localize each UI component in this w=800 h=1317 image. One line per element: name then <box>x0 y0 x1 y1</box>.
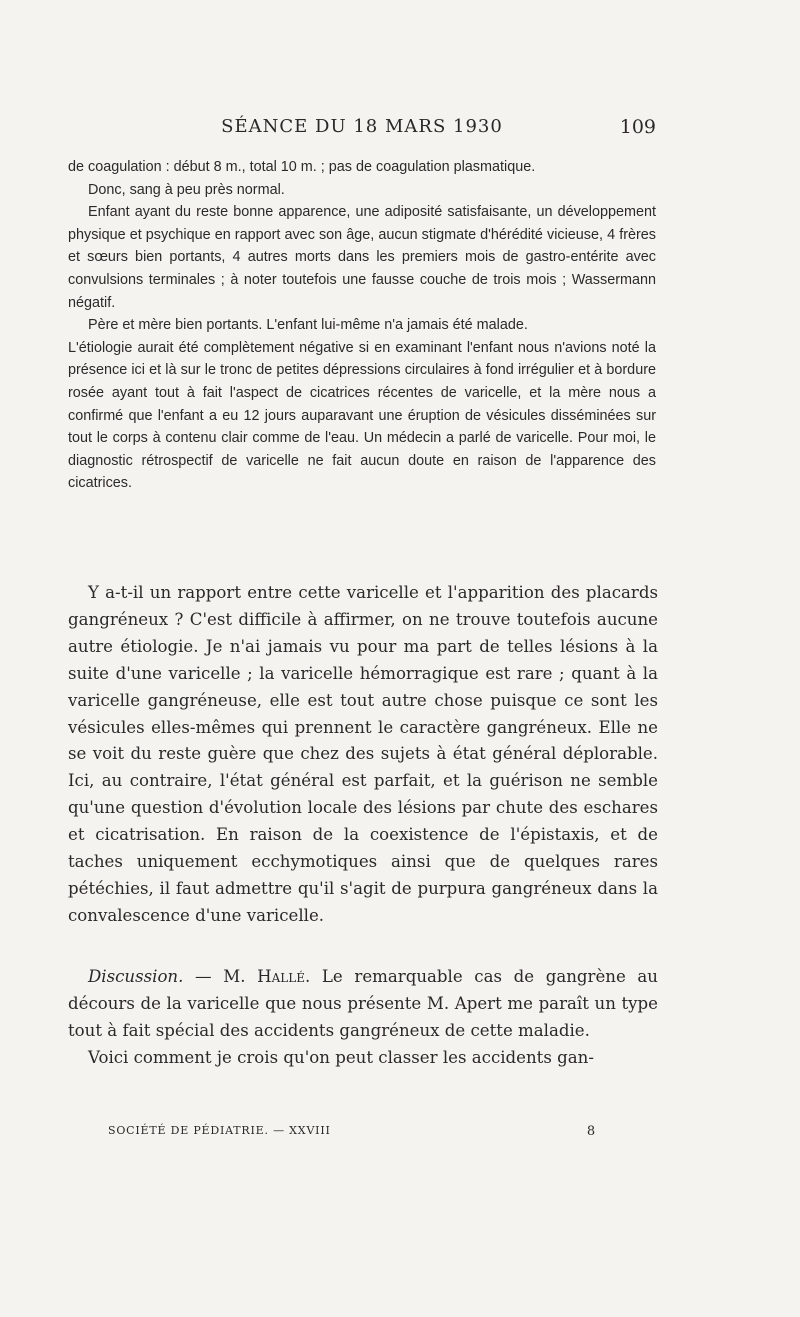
discussion-speaker: M. Hallé. <box>223 966 311 986</box>
case-report-small-text <box>68 156 656 495</box>
paragraph: Voici comment je crois qu'on peut classer les accidents gan- <box>88 1047 594 1067</box>
header-title: SÉANCE DU 18 MARS 1930 <box>221 116 503 137</box>
discussion-dash: — <box>183 966 224 986</box>
paragraph: Enfant ayant du reste bonne apparence, une adiposité satisfaisante, un développement physique et psychique en rapport avec son âge, aucun stigmate d'hérédité vicieuse, 4 frères et sœurs bien portants, 4 autres morts dans les premiers mois de gastro-entérite avec convulsions terminales ; à noter toutefois une fausse couche de trois mois ; Wassermann négatif. <box>68 204 656 311</box>
paragraph-gap <box>68 930 658 964</box>
paragraph: Y a-t-il un rapport entre cette varicelle et l'apparition des placards gangréneux ? C'est difficile à affirmer, on ne trouve toutefois aucune autre étiologie. Je n'ai jamais vu pour ma part de telles lésions à la suite d'une varicelle ; la varicelle hémorragique est rare ; quant à la varicelle gangréneuse, elle est tout autre chose puisque ce sont les vésicules elles-mêmes qui prennent le caractère gangréneux. Elle ne se voit du reste guère que chez des sujets à état général déplorable. Ici, au contraire, l'état général est parfait, et la guérison ne semble qu'une question d'évolution locale des lésions par chute des eschares et cicatrisation. En raison de la coexistence de l'épistaxis, et de taches uniquement ecchymotiques ainsi que de quelques rares pétéchies, il faut admettre qu'il s'agit de purpura gangréneux dans la convalescence d'une varicelle. <box>68 583 658 925</box>
paragraph: de coagulation : début 8 m., total 10 m. ; pas de coagulation plasmatique. <box>68 159 536 175</box>
running-header <box>68 116 656 146</box>
discussion-paragraph <box>68 964 658 1045</box>
paragraph: Père et mère bien portants. L'enfant lui-même n'a jamais été malade. <box>88 317 528 334</box>
signature-mark: 8 <box>586 1124 596 1139</box>
paragraph: Donc, sang à peu près normal. <box>88 181 285 198</box>
main-text <box>68 580 658 1071</box>
page-number: 109 <box>619 116 656 138</box>
discussion-label: Discussion. <box>88 966 184 986</box>
footer-text: SOCIÉTÉ DE PÉDIATRIE. — XXVIII <box>108 1124 331 1137</box>
paragraph: L'étiologie aurait été complètement négative si en examinant l'enfant nous n'avions noté la présence ici et là sur le tronc de petites dépressions circulaires à fond irrégulier et à bordure rosée ayant tout à fait l'aspect de cicatrices récentes de varicelle, et la mère nous a confirmé que l'enfant a eu 12 jours auparavant une éruption de vésicules disséminées sur tout le corps à contenu clair comme de l'eau. Un médecin a parlé de varicelle. Pour moi, le diagnostic rétrospectif de varicelle ne fait aucun doute en raison de l'apparence des cicatrices. <box>68 339 656 492</box>
page-footer <box>108 1124 596 1137</box>
discussion-text: Le remarquable cas de gangrène au décours de la varicelle que nous présente M. Apert me paraît un type tout à fait spécial des accidents gangréneux de cette maladie. <box>68 966 658 1040</box>
